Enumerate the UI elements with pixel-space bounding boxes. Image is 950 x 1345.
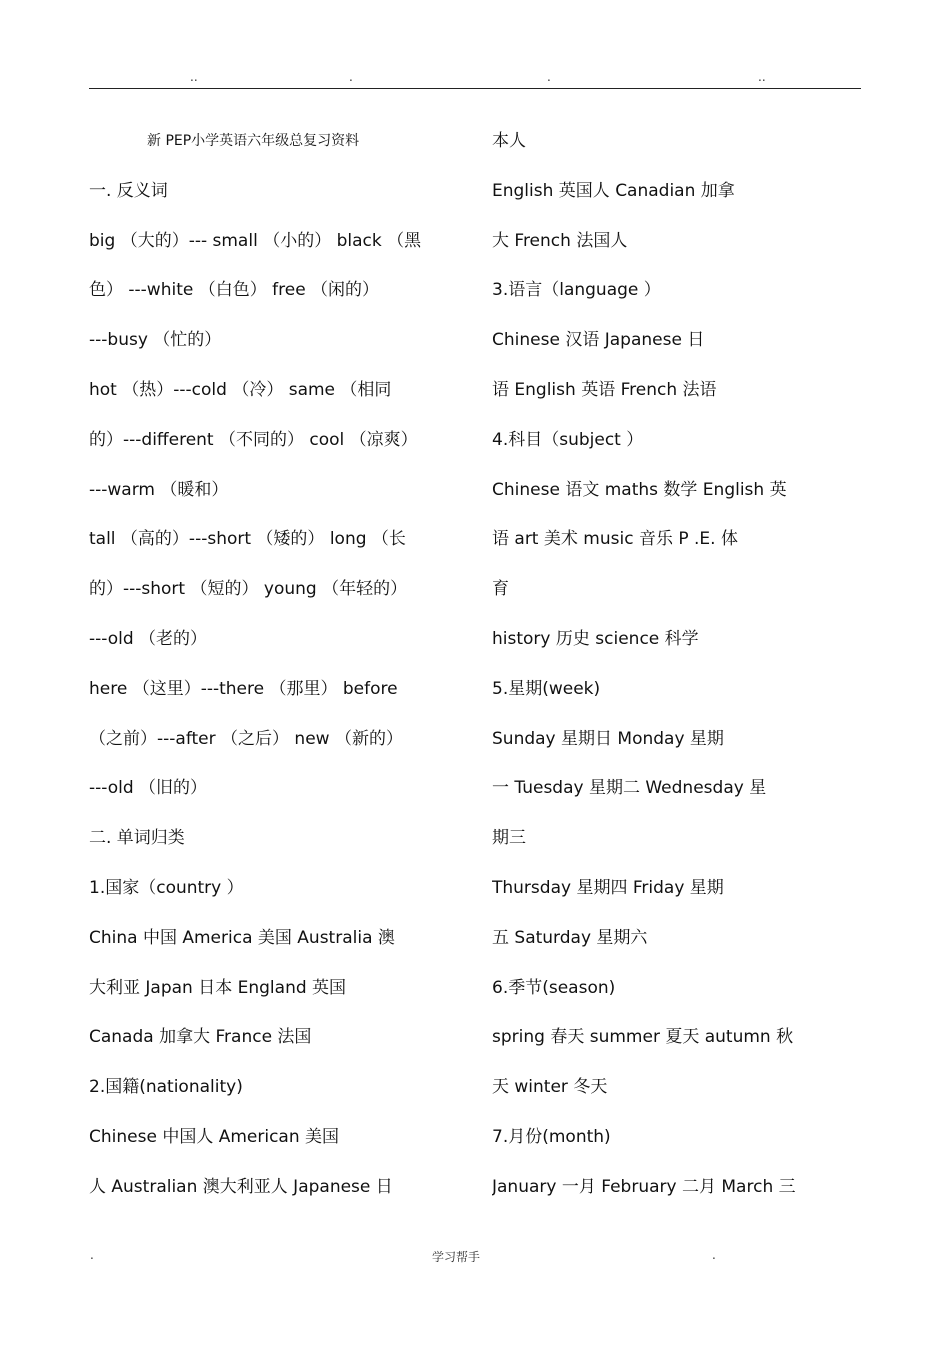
text-line: January 一月 February 二月 March 三 xyxy=(492,1176,796,1197)
subheading-week: 5.星期(week) xyxy=(492,678,601,699)
text-line: Chinese 汉语 Japanese 日 xyxy=(492,330,705,351)
header-dot: .. xyxy=(190,70,198,84)
text-line: 大利亚 Japan 日本 England 英国 xyxy=(89,977,347,998)
text-line: Sunday 星期日 Monday 星期 xyxy=(492,728,724,749)
right-column xyxy=(492,117,864,1213)
header-rule xyxy=(89,88,861,89)
text-line: spring 春天 summer 夏天 autumn 秋 xyxy=(492,1027,794,1048)
header-dot: . xyxy=(349,70,353,84)
footer-dot-left: . xyxy=(90,1248,94,1262)
footer-dot-right: . xyxy=(712,1248,716,1262)
subheading-month: 7.月份(month) xyxy=(492,1126,611,1147)
text-line: Chinese 语文 maths 数学 English 英 xyxy=(492,479,787,500)
text-line: 的）---short （短的） young （年轻的） xyxy=(89,579,408,600)
text-line: Thursday 星期四 Friday 星期 xyxy=(492,877,724,898)
text-line: Canada 加拿大 France 法国 xyxy=(89,1027,312,1048)
text-line: 一 Tuesday 星期二 Wednesday 星 xyxy=(492,778,767,799)
footer-label: 学习帮手 xyxy=(432,1250,481,1264)
left-column xyxy=(89,117,461,1213)
subheading-language: 3.语言（language ） xyxy=(492,280,661,301)
header-dot: .. xyxy=(758,70,766,84)
subheading-nationality: 2.国籍(nationality) xyxy=(89,1077,243,1098)
text-line: （之前）---after （之后） new （新的） xyxy=(89,728,403,749)
text-line: 期三 xyxy=(492,828,526,849)
subheading-country: 1.国家（country ） xyxy=(89,877,244,898)
text-line: China 中国 America 美国 Australia 澳 xyxy=(89,927,395,948)
text-line: 天 winter 冬天 xyxy=(492,1077,608,1098)
text-line: hot （热）---cold （冷） same （相同 xyxy=(89,379,392,400)
text-line: English 英国人 Canadian 加拿 xyxy=(492,180,735,201)
text-line: Chinese 中国人 American 美国 xyxy=(89,1126,340,1147)
page-footer xyxy=(0,1248,950,1272)
text-line: 的）---different （不同的） cool （凉爽） xyxy=(89,429,418,450)
document-title: 新 PEP小学英语六年级总复习资料 xyxy=(147,133,360,149)
text-line: 语 English 英语 French 法语 xyxy=(492,379,717,400)
text-line: tall （高的）---short （矮的） long （长 xyxy=(89,529,406,550)
subheading-subject: 4.科目（subject ） xyxy=(492,429,644,450)
text-line: 本人 xyxy=(492,131,526,151)
text-line: 语 art 美术 music 音乐 P .E. 体 xyxy=(492,529,738,550)
text-line: 色） ---white （白色） free （闲的） xyxy=(89,280,380,301)
section-heading-antonyms: 一. 反义词 xyxy=(89,180,168,201)
text-line: 五 Saturday 星期六 xyxy=(492,927,648,948)
text-line: 人 Australian 澳大利亚人 Japanese 日 xyxy=(89,1176,393,1197)
text-line: ---busy （忙的） xyxy=(89,330,222,351)
text-line: ---warm （暖和） xyxy=(89,479,229,500)
header-dot: . xyxy=(547,70,551,84)
header-dots xyxy=(0,70,950,86)
text-line: history 历史 science 科学 xyxy=(492,628,699,649)
text-line: big （大的）--- small （小的） black （黑 xyxy=(89,230,422,251)
section-heading-word-categories: 二. 单词归类 xyxy=(89,828,185,849)
subheading-season: 6.季节(season) xyxy=(492,977,616,998)
text-line: here （这里）---there （那里） before xyxy=(89,678,398,699)
text-line: 大 French 法国人 xyxy=(492,230,628,251)
text-line: 育 xyxy=(492,579,509,600)
text-line: ---old （老的） xyxy=(89,628,208,649)
text-line: ---old （旧的） xyxy=(89,778,208,799)
